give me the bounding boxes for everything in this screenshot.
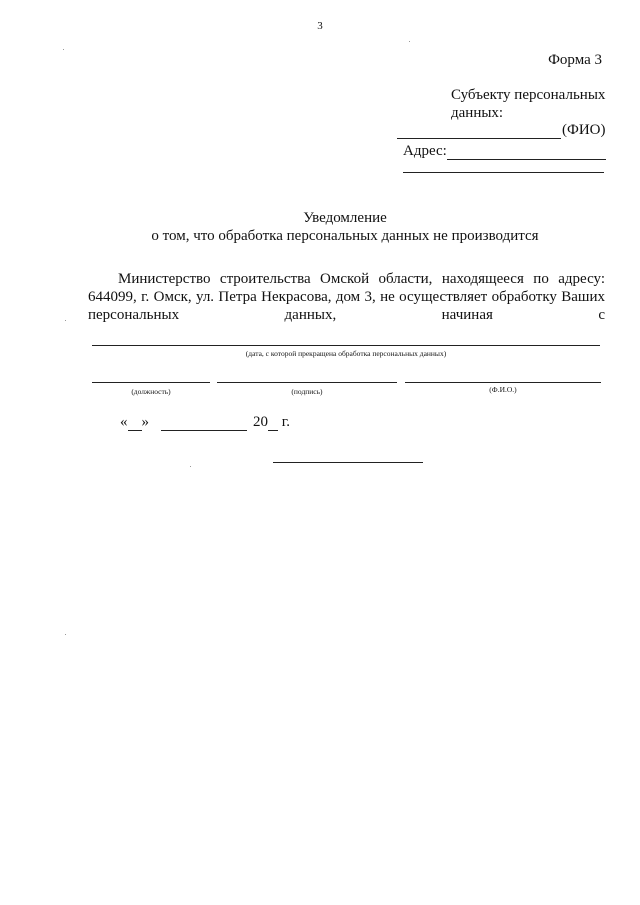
recipient-line1: Субъекту персональных xyxy=(451,87,606,103)
fio-signer-caption: (Ф.И.О.) xyxy=(489,385,517,394)
address-label: Адрес: xyxy=(403,143,447,159)
recipient-fio-line xyxy=(397,122,606,139)
scan-speck xyxy=(65,634,66,635)
date-close-quote: » xyxy=(141,414,149,430)
address-blank xyxy=(447,145,606,160)
document-title xyxy=(0,209,640,245)
position-caption: (должность) xyxy=(131,387,171,396)
year-blank xyxy=(268,416,278,431)
year-prefix: 20 xyxy=(253,414,268,430)
day-blank xyxy=(128,416,142,431)
signature-blank xyxy=(217,382,397,383)
recipient-address-line xyxy=(403,143,606,160)
title-line2: о том, что обработка персональных данных не производится xyxy=(151,228,539,244)
signature-caption: (подпись) xyxy=(291,387,323,396)
fio-signer-blank xyxy=(405,382,601,383)
page-number: 3 xyxy=(317,20,323,32)
body-text: Министерство строительства Омской области, находящееся по адресу: 644099, г. Омск, ул. Петра Некрасова, дом 3, не осуществляет обработку Ваших персональных данных, начиная с xyxy=(88,271,605,323)
address-blank-second xyxy=(403,172,604,173)
position-blank xyxy=(92,382,210,383)
scan-speck xyxy=(65,320,66,321)
body-paragraph xyxy=(88,270,605,324)
form-label: Форма 3 xyxy=(548,52,602,68)
bottom-blank xyxy=(273,462,423,463)
date-open-quote: « xyxy=(120,414,128,430)
fio-label: (ФИО) xyxy=(562,122,606,138)
date-field xyxy=(120,414,290,431)
recipient-line2: данных: xyxy=(451,105,504,121)
stop-date-caption: (дата, с которой прекращена обработка персональных данных) xyxy=(245,349,447,358)
year-suffix: г. xyxy=(278,414,290,430)
scan-speck xyxy=(190,466,191,467)
recipient-block xyxy=(451,86,605,122)
month-blank xyxy=(161,416,247,431)
stop-date-blank xyxy=(92,345,600,346)
title-line1: Уведомление xyxy=(303,210,387,226)
scan-speck xyxy=(63,49,64,50)
fio-blank xyxy=(397,124,561,139)
scan-speck xyxy=(409,41,410,42)
